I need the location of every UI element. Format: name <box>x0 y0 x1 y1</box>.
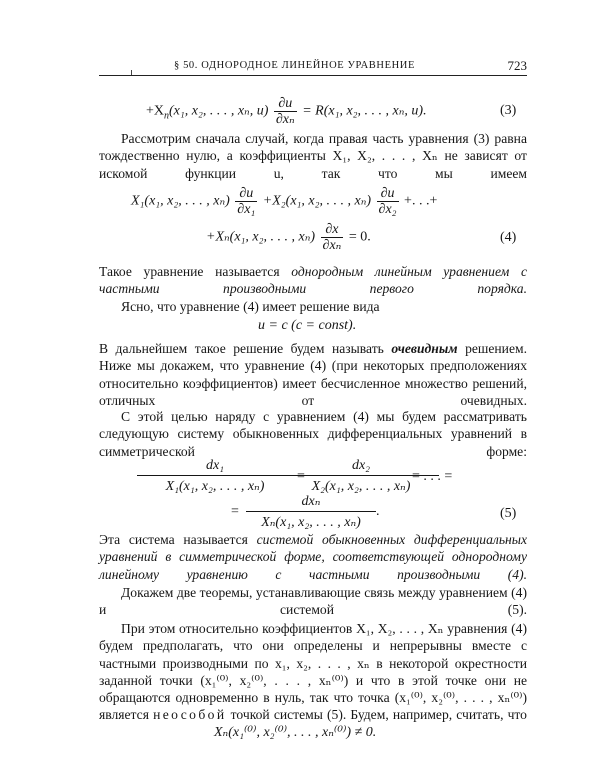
eq3-fraction <box>274 96 297 127</box>
eq5-fraction-1 <box>137 458 293 495</box>
para4-rest: решением. Ниже мы докажем, что уравнение (4) (при некоторых предположениях относительно коэффициентов) имеет бесчисленное множество решений, отличных от очевидных. <box>99 341 527 408</box>
eq5-period: . <box>376 504 380 519</box>
eq4-frac1-num: ∂u <box>235 186 257 202</box>
para4-lead: В дальнейшем такое решение будем называть <box>99 341 392 356</box>
equation-4-line-2 <box>206 222 371 253</box>
para6-definition: системой обыкновенных дифференциальных уравнений в симметрической форме, соответствующей однородному линейному уравнению с частными производными (4). <box>99 532 527 582</box>
paragraph-7: Докажем две теоремы, устанавливающие связь между уравнением (4) и системой (5). <box>99 585 527 618</box>
eq4-ellipsis: +. . .+ <box>404 193 438 209</box>
eq3-lhs: +X <box>146 103 165 119</box>
eq5-f3-num: dxₙ <box>301 494 321 509</box>
paragraph-3: Ясно, что уравнение (4) имеет решение вида <box>121 299 380 314</box>
eq3-frac-num: ∂u <box>274 96 297 112</box>
paragraph-4 <box>99 340 527 409</box>
eq4-frac1-den: ∂x₁ <box>237 202 256 217</box>
eq3-args: (x₁, x₂, . . . , xₙ, u) <box>169 103 269 119</box>
eq4-term-2: +X₂(x₁, x₂, . . . , xₙ) <box>262 193 372 209</box>
para4-emphasis: очевидным <box>391 341 458 356</box>
eq3-rhs: = R(x₁, x₂, . . . , xₙ, u). <box>302 103 427 119</box>
para8-spaced-word: неособой <box>153 707 227 723</box>
eq4-frac2-den: ∂x₂ <box>378 202 397 217</box>
eq4-frac2-num: ∂u <box>377 186 399 202</box>
para2-lead: Такое уравнение называется <box>99 264 292 279</box>
equation-nonzero-condition <box>214 724 376 741</box>
eq5-f2-den: X₂(x₁, x₂, . . . , xₙ) <box>283 475 439 495</box>
eq-final-text: Xₙ(x₁⁽⁰⁾, x₂⁽⁰⁾, . . . , xₙ⁽⁰⁾) ≠ 0. <box>214 725 377 740</box>
page-number: 723 <box>507 58 527 73</box>
paragraph-6 <box>99 531 527 583</box>
para6-lead: Эта система называется <box>99 532 257 547</box>
eq4-fraction-3 <box>321 222 344 253</box>
eq5-equals-1: = <box>297 469 305 484</box>
equation-number-3: (3) <box>500 103 517 118</box>
eq5-ellipsis: = . . . = <box>412 469 453 484</box>
paragraph-5: С этой целью наряду с уравнением (4) мы будем рассматривать следующую систему обыкновенных дифференциальных уравнений в симметрической форме: <box>99 409 527 459</box>
equation-number-5: (5) <box>500 506 517 521</box>
running-header <box>99 58 527 75</box>
equation-number-4: (4) <box>500 230 517 245</box>
eq5-equals-2: = <box>231 504 239 519</box>
eq5-f3-den: Xₙ(x₁, x₂, . . . , xₙ) <box>246 511 376 531</box>
eq4-frac3-den: ∂xₙ <box>322 238 342 253</box>
eq4-term-1: X₁(x₁, x₂, . . . , xₙ) <box>131 193 230 209</box>
para2-definition: однородным линейным уравнением с частными производными первого порядка. <box>99 264 527 297</box>
eq4-rhs: = 0. <box>348 229 371 245</box>
eq4-term-n: +Xₙ(x₁, x₂, . . . , xₙ) <box>206 229 316 245</box>
equation-trivial-solution <box>258 318 356 334</box>
para8-part-b: точкой системы (5). Будем, например, считать, что <box>226 707 527 723</box>
eq3-sub: n <box>164 110 170 122</box>
paragraph-2 <box>99 263 527 298</box>
eq4-fraction-2 <box>377 186 399 217</box>
eq4-frac3-num: ∂x <box>321 222 344 238</box>
header-rule <box>99 75 527 76</box>
equation-4-line-1 <box>131 186 437 217</box>
running-title: § 50. ОДНОРОДНОЕ ЛИНЕЙНОЕ УРАВНЕНИЕ <box>174 60 415 71</box>
eq5-f2-num: dx₂ <box>351 458 371 473</box>
eq5-fraction-3 <box>246 493 376 531</box>
eq-solution-text: u = c (c = const). <box>258 318 357 333</box>
paragraph-8 <box>99 620 527 724</box>
eq4-fraction-1 <box>235 186 257 217</box>
para8-part-a: При этом относительно коэффициентов X₁, X₂, . . . , Xₙ уравнения (4) будем предполагать, что они определены и непрерывны вместе с частными производными по x₁, x₂, . . . , xₙ в некоторой окрестности заданной точки (x₁⁽⁰⁾, x₂⁽⁰⁾, . . . , xₙ⁽⁰⁾) и что в этой точке они не обращаются одновременно в нуль, так что точка (x₁⁽⁰⁾, x₂⁽⁰⁾, . . . , xₙ⁽⁰⁾) является <box>99 621 527 723</box>
eq5-f1-num: dx₁ <box>205 458 225 473</box>
paragraph-1: Рассмотрим сначала случай, когда правая часть уравнения (3) равна тождественно нулю, а коэффициенты X₁, X₂, . . . , Xₙ не зависят от искомой функции u, так что мы имеем <box>99 131 527 181</box>
eq3-frac-den: ∂xₙ <box>275 112 295 127</box>
eq5-f1-den: X₁(x₁, x₂, . . . , xₙ) <box>137 475 293 495</box>
equation-3 <box>146 96 427 127</box>
